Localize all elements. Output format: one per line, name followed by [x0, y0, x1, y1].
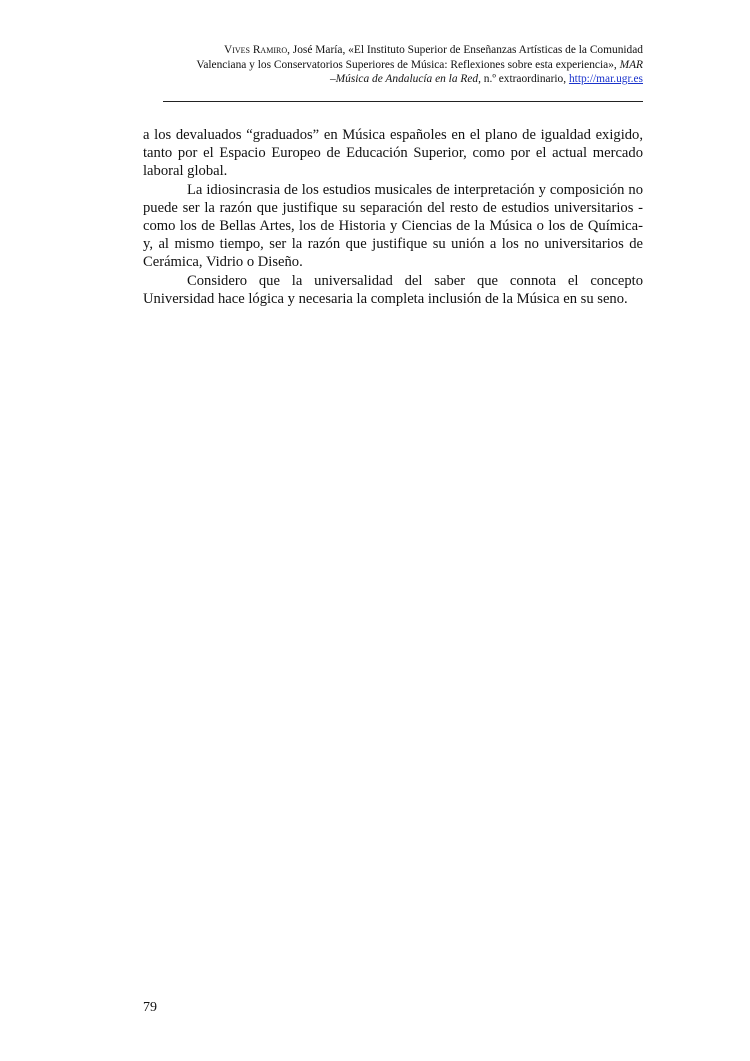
paragraph-1: a los devaluados “graduados” en Música españoles en el plano de igualdad exigido, tanto por el Espacio Europeo de Educación Superior, como por el actual mercado laboral global.: [143, 127, 643, 180]
header-issue: , n.º extraordinario,: [478, 73, 569, 86]
paragraph-2: La idiosincrasia de los estudios musicales de interpretación y composición no puede ser la razón que justifique su separación del resto de estudios universitarios -como los de Bellas Artes, los de Historia y Ciencias de la Música o los de Química- y, al mismo tiempo, ser la razón que justifique su unión a los no universitarios de Cerámica, Vidrio o Diseño.: [143, 181, 643, 271]
header-journal-abbreviation: MAR: [619, 58, 643, 71]
running-header: [145, 43, 643, 87]
paragraph-3: Considero que la universalidad del saber que connota el concepto Universidad hace lógica y necesaria la completa inclusión de la Música en su seno.: [143, 272, 643, 307]
header-citation-continued: Valenciana y los Conservatorios Superiores de Música: Reflexiones sobre esta experiencia»,: [196, 58, 620, 71]
header-journal-title: –Música de Andalucía en la Red: [329, 73, 479, 86]
header-line-3: [145, 72, 643, 87]
header-line-2: [145, 58, 643, 73]
header-author-name: Vives Ramiro: [223, 44, 288, 56]
header-citation-text: , José María, «El Instituto Superior de Enseñanzas Artísticas de la Comunidad: [287, 44, 643, 56]
body-text: [143, 126, 643, 308]
page-number: 79: [143, 1000, 157, 1015]
header-url-link[interactable]: http://mar.ugr.es: [568, 73, 643, 86]
header-divider: [163, 101, 643, 102]
header-line-1: [145, 43, 643, 58]
